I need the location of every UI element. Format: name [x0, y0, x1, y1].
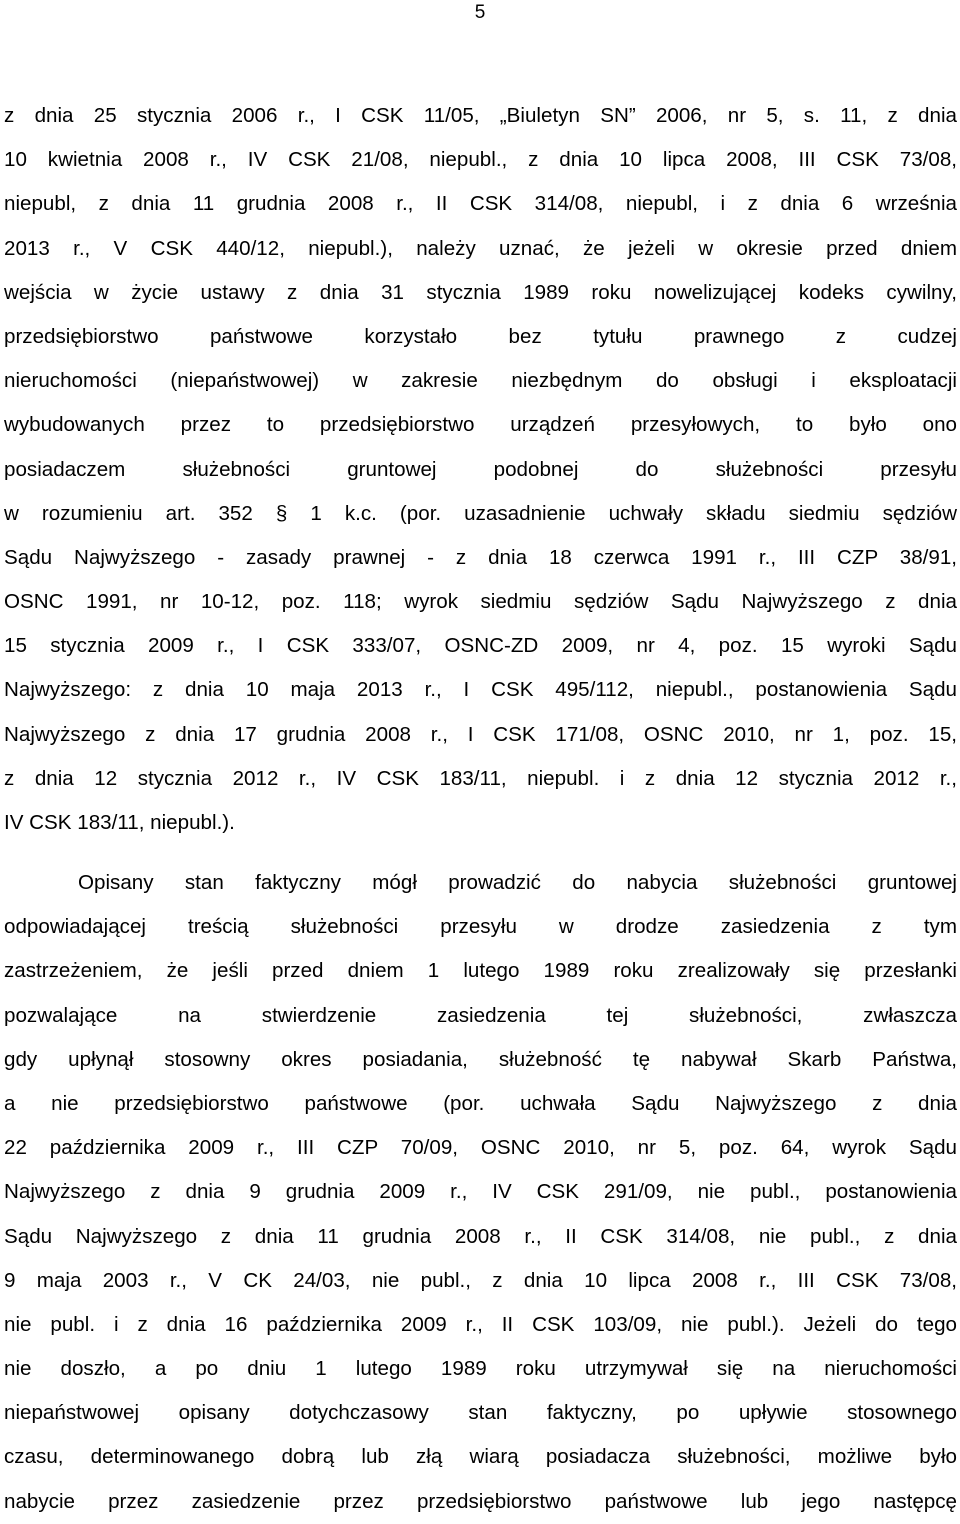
text-line: Najwyższego z dnia 9 grudnia 2009 r., IV CSK 291/09, nie publ., postanowienia [4, 1180, 957, 1204]
text-line: nabycie przez zasiedzenie przez przedsiębiorstwo państwowe lub jego następcę [4, 1489, 957, 1513]
text-line: zastrzeżeniem, że jeśli przed dniem 1 lutego 1989 roku zrealizowały się przesłanki [4, 959, 957, 983]
text-line: posiadaczem służebności gruntowej podobnej do służebności przesyłu [4, 457, 957, 481]
text-line: 15 stycznia 2009 r., I CSK 333/07, OSNC-ZD 2009, nr 4, poz. 15 wyroki Sądu [4, 634, 957, 658]
text-line: 9 maja 2003 r., V CK 24/03, nie publ., z dnia 10 lipca 2008 r., III CSK 73/08, [4, 1268, 957, 1292]
page-number: 5 [474, 2, 486, 23]
text-line: 2013 r., V CSK 440/12, niepubl.), należy uznać, że jeżeli w okresie przed dniem [4, 236, 957, 260]
text-line: przedsiębiorstwo państwowe korzystało bez tytułu prawnego z cudzej [4, 324, 957, 348]
text-line: OSNC 1991, nr 10-12, poz. 118; wyrok siedmiu sędziów Sądu Najwyższego z dnia [4, 590, 957, 614]
text-line: z dnia 25 stycznia 2006 r., I CSK 11/05, „Biuletyn SN” 2006, nr 5, s. 11, z dnia [4, 104, 957, 127]
text-line: gdy upłynął stosowny okres posiadania, służebność tę nabywał Skarb Państwa, [4, 1047, 957, 1071]
text-line: 22 października 2009 r., III CZP 70/09, OSNC 2010, nr 5, poz. 64, wyrok Sądu [4, 1136, 957, 1160]
text-line: IV CSK 183/11, niepubl.). [4, 811, 235, 834]
text-line: Najwyższego z dnia 17 grudnia 2008 r., I CSK 171/08, OSNC 2010, nr 1, poz. 15, [4, 722, 957, 746]
text-line: z dnia 12 stycznia 2012 r., IV CSK 183/11, niepubl. i z dnia 12 stycznia 2012 r., [4, 766, 957, 790]
text-line: pozwalające na stwierdzenie zasiedzenia tej służebności, zwłaszcza [4, 1003, 957, 1027]
text-line: Najwyższego: z dnia 10 maja 2013 r., I CSK 495/112, niepubl., postanowienia Sądu [4, 678, 957, 702]
text-line: niepubl, z dnia 11 grudnia 2008 r., II CSK 314/08, niepubl, i z dnia 6 września [4, 192, 957, 216]
text-line: Sądu Najwyższego - zasady prawnej - z dnia 18 czerwca 1991 r., III CZP 38/91, [4, 545, 957, 569]
paragraph-2 [4, 861, 957, 1524]
paragraph-1 [4, 94, 957, 845]
text-line: 10 kwietnia 2008 r., IV CSK 21/08, niepubl., z dnia 10 lipca 2008, III CSK 73/08, [4, 148, 957, 172]
text-line: nie publ. i z dnia 16 października 2009 r., II CSK 103/09, nie publ.). Jeżeli do tego [4, 1312, 957, 1336]
text-line: a nie przedsiębiorstwo państwowe (por. uchwała Sądu Najwyższego z dnia [4, 1091, 957, 1115]
text-line: nie doszło, a po dniu 1 lutego 1989 roku utrzymywał się na nieruchomości [4, 1357, 957, 1381]
text-line: czasu, determinowanego dobrą lub złą wiarą posiadacza służebności, możliwe było [4, 1445, 957, 1469]
text-line: w rozumieniu art. 352 § 1 k.c. (por. uzasadnienie uchwały składu siedmiu sędziów [4, 501, 957, 525]
text-line: Opisany stan faktyczny mógł prowadzić do nabycia służebności gruntowej [78, 871, 957, 894]
text-line: Sądu Najwyższego z dnia 11 grudnia 2008 r., II CSK 314/08, nie publ., z dnia [4, 1224, 957, 1248]
text-line: wejścia w życie ustawy z dnia 31 stycznia 1989 roku nowelizującej kodeks cywilny, [4, 280, 957, 304]
text-line: odpowiadającej treścią służebności przesyłu w drodze zasiedzenia z tym [4, 915, 957, 939]
text-line: wybudowanych przez to przedsiębiorstwo urządzeń przesyłowych, to było ono [4, 413, 957, 437]
text-line: niepaństwowej opisany dotychczasowy stan faktyczny, po upływie stosownego [4, 1401, 957, 1425]
text-line: nieruchomości (niepaństwowej) w zakresie niezbędnym do obsługi i eksploatacji [4, 369, 957, 393]
